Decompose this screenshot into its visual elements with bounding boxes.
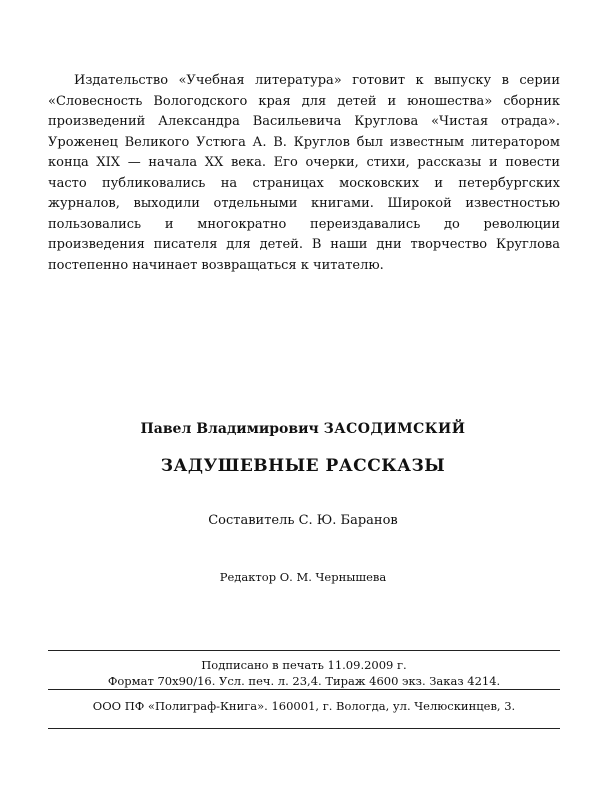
imprint-signed: Подписано в печать 11.09.2009 г. [201,658,407,672]
imprint-top-divider [48,650,560,651]
editor-credit: Редактор О. М. Чернышева [219,570,387,584]
imprint-block [48,657,560,689]
imprint-middle-divider [48,689,560,690]
author-name: Павел Владимирович [140,421,319,437]
author-surname: ЗАСОДИМСКИЙ [323,421,466,437]
imprint-bottom-divider [48,728,560,729]
imprint-format: Формат 70x90/16. Усл. печ. л. 23,4. Тираж 4600 экз. Заказ 4214. [107,674,501,688]
author-line [0,421,606,437]
announcement-text: Издательство «Учебная литература» готовит к выпуску в серии «Словесность Вологодского края для детей и юношества» сборник произведений Александра Васильевича Круглова «Чистая отрада». Уроженец Великого Устюга А. В. Круглов был известным литератором конца XIX — начала XX века. Его очерки, стихи, рассказы и повести часто публиковались на страницах московских и петербургских журналов, выходили отдельными книгами. Широкой известностью пользовались и многократно переиздавались до революции произведения писателя для детей. В наши дни творчество Круглова постепенно начинает возвращаться к читателю. [48,73,560,273]
publisher-line: ООО ПФ «Полиграф-Книга». 160001, г. Вологда, ул. Челюскинцев, 3. [92,699,516,713]
compiler-credit: Составитель С. Ю. Баранов [208,513,398,528]
book-title: ЗАДУШЕВНЫЕ РАССКАЗЫ [160,456,446,476]
announcement-paragraph [48,71,560,276]
